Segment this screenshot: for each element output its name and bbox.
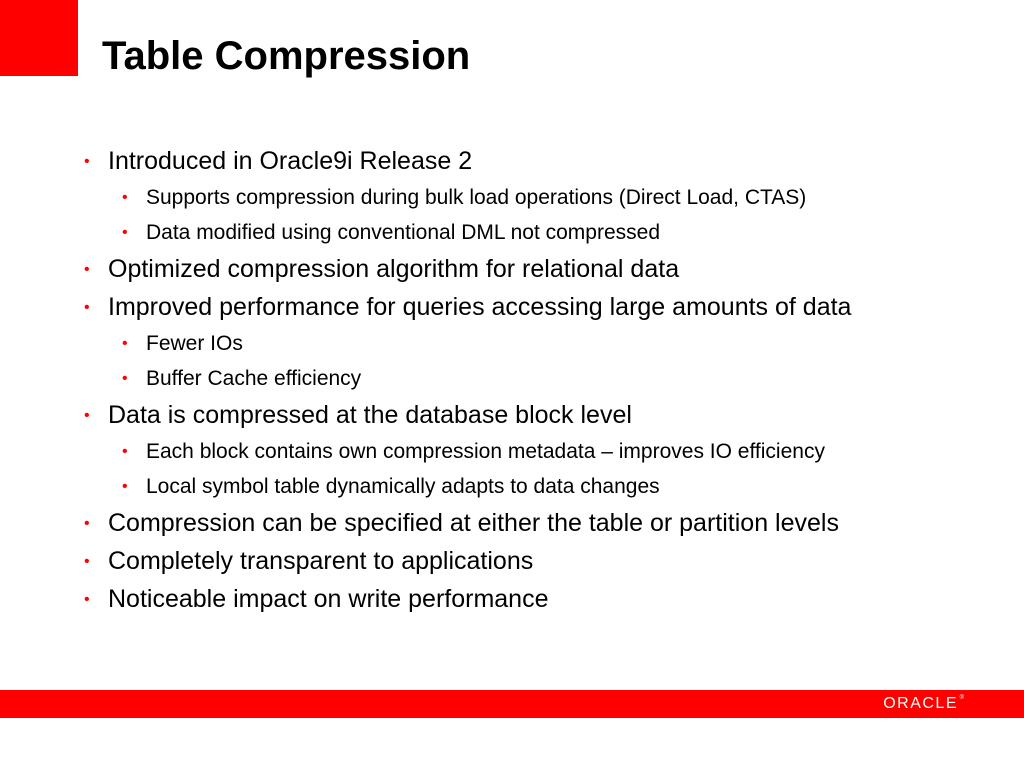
bullet-item xyxy=(84,580,1004,618)
bullet-icon: • xyxy=(122,224,128,241)
sub-bullet-item xyxy=(84,469,1004,504)
bullet-icon: • xyxy=(122,189,128,206)
bullet-icon: • xyxy=(84,553,90,570)
sub-bullet-item xyxy=(84,180,1004,215)
bullet-text: Optimized compression algorithm for relational data xyxy=(108,255,680,283)
bullet-text: Buffer Cache efficiency xyxy=(146,367,362,390)
bullet-text: Local symbol table dynamically adapts to data changes xyxy=(146,475,660,498)
sub-bullet-item xyxy=(84,434,1004,469)
bullet-text: Completely transparent to applications xyxy=(108,547,534,575)
bullet-icon: • xyxy=(84,591,90,608)
corner-accent-block xyxy=(0,0,78,76)
bullet-icon: • xyxy=(122,335,128,352)
bullet-icon: • xyxy=(122,478,128,495)
sub-bullet-item xyxy=(84,215,1004,250)
slide-title: Table Compression xyxy=(102,34,471,78)
bullet-icon: • xyxy=(84,407,90,424)
bullet-text: Data modified using conventional DML not compressed xyxy=(146,221,660,244)
oracle-logo: ORACLE xyxy=(883,695,958,712)
footer-bar xyxy=(0,690,1024,718)
bullet-icon: • xyxy=(84,299,90,316)
bullet-icon: • xyxy=(84,153,90,170)
bullet-item xyxy=(84,142,1004,180)
bullet-text: Noticeable impact on write performance xyxy=(108,585,549,613)
bullet-text: Data is compressed at the database block level xyxy=(108,401,632,429)
bullet-icon: • xyxy=(84,515,90,532)
bullet-item xyxy=(84,542,1004,580)
bullet-item xyxy=(84,396,1004,434)
bullet-icon: • xyxy=(122,443,128,460)
registered-mark: ® xyxy=(959,695,964,701)
bullet-text: Improved performance for queries accessing large amounts of data xyxy=(108,293,852,321)
bullet-icon: • xyxy=(84,261,90,278)
bullet-item xyxy=(84,504,1004,542)
bullet-icon: • xyxy=(122,370,128,387)
sub-bullet-item xyxy=(84,326,1004,361)
bullet-item xyxy=(84,288,1004,326)
bullet-list xyxy=(84,142,1004,618)
bullet-text: Each block contains own compression metadata – improves IO efficiency xyxy=(146,440,825,463)
bullet-text: Compression can be specified at either the table or partition levels xyxy=(108,509,839,537)
bullet-text: Fewer IOs xyxy=(146,332,243,355)
bullet-text: Supports compression during bulk load operations (Direct Load, CTAS) xyxy=(146,186,807,209)
bullet-text: Introduced in Oracle9i Release 2 xyxy=(108,147,473,175)
sub-bullet-item xyxy=(84,361,1004,396)
bullet-item xyxy=(84,250,1004,288)
